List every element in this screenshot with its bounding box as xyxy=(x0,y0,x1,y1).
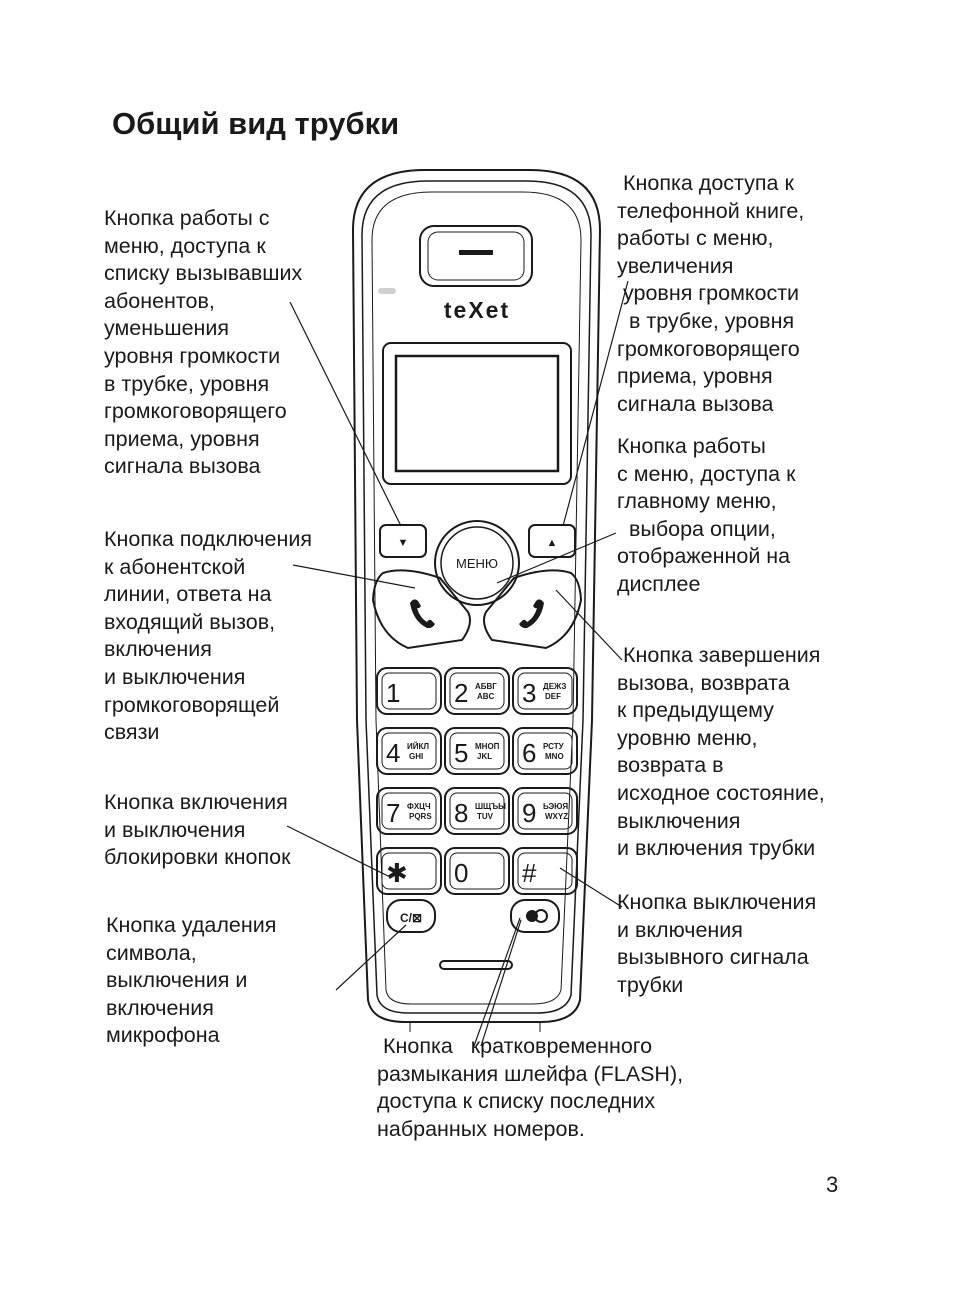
caption-line: выключения xyxy=(617,808,741,833)
key-6[interactable] xyxy=(513,728,577,774)
handset-green-icon xyxy=(410,599,435,628)
caption-line: отображенной на xyxy=(617,544,791,569)
key-digit: 2 xyxy=(454,678,469,708)
caption-line: сигнала вызова xyxy=(617,391,774,416)
key-letters-cyr: РСТУ xyxy=(543,742,564,751)
caption-line: меню, доступа к xyxy=(104,233,266,258)
key-digit: 4 xyxy=(386,738,401,768)
key-letters-lat: WXYZ xyxy=(545,812,569,821)
key-letters-cyr: ДЕЖЗ xyxy=(543,682,567,691)
key-4[interactable] xyxy=(377,728,441,774)
caption-line: с меню, доступа к xyxy=(617,461,796,486)
caption-line: Кнопка удаления xyxy=(106,913,277,937)
key-letters-cyr: ШЩЪЫ xyxy=(475,802,506,811)
handset-red-icon xyxy=(519,599,544,628)
caption-line: работы с меню, xyxy=(617,226,774,251)
caption-line: включения xyxy=(104,637,212,662)
caption-line: Кнопка работы с xyxy=(104,206,270,230)
key-letters-cyr: ИЙКЛ xyxy=(407,742,429,751)
caption-line: главному меню, xyxy=(617,489,777,514)
left-arrow-icon[interactable]: ▼ xyxy=(397,537,409,549)
caption-line: микрофона xyxy=(106,1023,220,1048)
caption-line: выбора опции, xyxy=(617,516,776,541)
caption-line: возврата в xyxy=(617,753,724,778)
talk-key xyxy=(373,570,470,648)
caption-line: дисплее xyxy=(617,571,701,596)
key-letters-lat: GHI xyxy=(409,752,424,761)
key-digit: 7 xyxy=(386,798,401,828)
key-digit: ✱ xyxy=(386,858,408,888)
caption-line: уменьшения xyxy=(104,316,230,341)
key-7[interactable] xyxy=(377,788,441,834)
caption-line: телефонной книге, xyxy=(617,198,805,223)
key-letters-cyr: ФХЦЧ xyxy=(407,802,431,811)
caption-line: набранных номеров. xyxy=(377,1116,585,1141)
key-5[interactable] xyxy=(445,728,509,774)
caption-line: увеличения xyxy=(617,253,734,278)
page-title: Общий вид трубки xyxy=(112,106,400,141)
key-letters-lat: ABC xyxy=(477,692,495,701)
key-letters-lat: PQRS xyxy=(409,812,432,821)
caption-line: блокировки кнопок xyxy=(104,845,291,870)
key-digit: 5 xyxy=(454,738,469,768)
caption-line: громкоговорящей xyxy=(104,692,280,717)
caption-line: и выключения xyxy=(104,817,246,842)
caption-line: к предыдущему xyxy=(617,698,774,723)
caption-line: вызова, возврата xyxy=(617,670,790,695)
caption-line: символа, xyxy=(106,940,197,965)
key-letters-cyr: ЬЭЮЯ xyxy=(543,802,569,811)
key-9[interactable] xyxy=(513,788,577,834)
caption-line: Кнопка работы xyxy=(617,434,766,458)
microphone xyxy=(440,961,512,969)
caption-line: связи xyxy=(104,720,160,745)
flash-icon[interactable] xyxy=(526,910,547,922)
caption-line: списку вызывавших xyxy=(104,261,303,286)
key-digit: 0 xyxy=(454,858,469,888)
caption-line: сигнала вызова xyxy=(104,454,261,479)
caption-line: в трубке, уровня xyxy=(104,371,270,396)
key-digit: 9 xyxy=(522,798,537,828)
caption-line: вызывного сигнала xyxy=(617,945,809,970)
caption-line: включения xyxy=(106,995,214,1020)
caption-line: к абонентской xyxy=(104,554,246,579)
caption-line: и выключения xyxy=(104,664,246,689)
caption-line: Кнопка включения xyxy=(104,790,288,814)
key-digit: 6 xyxy=(522,738,537,768)
caption-line: входящий вызов, xyxy=(104,609,276,634)
keypad xyxy=(377,668,577,894)
caption-line: Кнопка завершения xyxy=(617,643,821,667)
key-10[interactable] xyxy=(377,848,441,894)
key-digit: 3 xyxy=(522,678,537,708)
key-11[interactable] xyxy=(445,848,509,894)
caption-line: Кнопка выключения xyxy=(617,890,817,914)
key-letters-cyr: АБВГ xyxy=(475,682,497,691)
key-letters-lat: DEF xyxy=(545,692,561,701)
key-letters-cyr: МНОП xyxy=(475,742,500,751)
caption-line: уровня громкости xyxy=(104,343,281,368)
caption-line: громкоговорящего xyxy=(104,399,287,424)
caption-line: выключения и xyxy=(106,968,248,993)
display-frame xyxy=(383,343,571,484)
caption-line: Кнопка доступа к xyxy=(617,171,794,195)
leader-lines xyxy=(287,281,628,1046)
caption-line: и включения трубки xyxy=(617,836,816,861)
key-1[interactable] xyxy=(377,668,441,714)
key-digit: # xyxy=(522,858,537,888)
page-number: 3 xyxy=(826,1172,839,1197)
caption-line: уровню меню, xyxy=(617,725,758,750)
right-arrow-icon[interactable]: ▲ xyxy=(546,537,558,549)
key-2[interactable] xyxy=(445,668,509,714)
caption-line: громкоговорящего xyxy=(617,336,800,361)
key-digit: 1 xyxy=(386,678,401,708)
key-letters-lat: MNO xyxy=(545,752,564,761)
caption-line: приема, уровня xyxy=(617,364,773,389)
caption-line: и включения xyxy=(617,917,743,942)
key-letters-lat: JKL xyxy=(477,752,493,761)
menu-key-label[interactable]: МЕНЮ xyxy=(455,556,499,571)
earpiece xyxy=(420,226,532,286)
display-screen xyxy=(396,356,558,471)
clear-key-label[interactable]: C/⊠ xyxy=(399,911,423,925)
key-digit: 8 xyxy=(454,798,469,828)
caption-line: приема, уровня xyxy=(104,426,260,451)
caption-line: исходное состояние, xyxy=(617,780,825,805)
caption-line: уровня громкости xyxy=(617,281,800,306)
key-letters-lat: TUV xyxy=(477,812,493,821)
caption-line: абонентов, xyxy=(104,288,215,313)
key-3[interactable] xyxy=(513,668,577,714)
brand-logo: teXet xyxy=(443,297,511,323)
caption-line: Кнопка кратковременного xyxy=(377,1034,653,1058)
caption-line: трубки xyxy=(617,972,684,997)
key-8[interactable] xyxy=(445,788,509,834)
caption-line: в трубке, уровня xyxy=(617,308,795,333)
caption-line: линии, ответа на xyxy=(104,582,272,607)
caption-line: доступа к списку последних xyxy=(377,1089,656,1114)
caption-line: Кнопка подключения xyxy=(104,527,313,551)
caption-line: размыкания шлейфа (FLASH), xyxy=(377,1061,684,1086)
